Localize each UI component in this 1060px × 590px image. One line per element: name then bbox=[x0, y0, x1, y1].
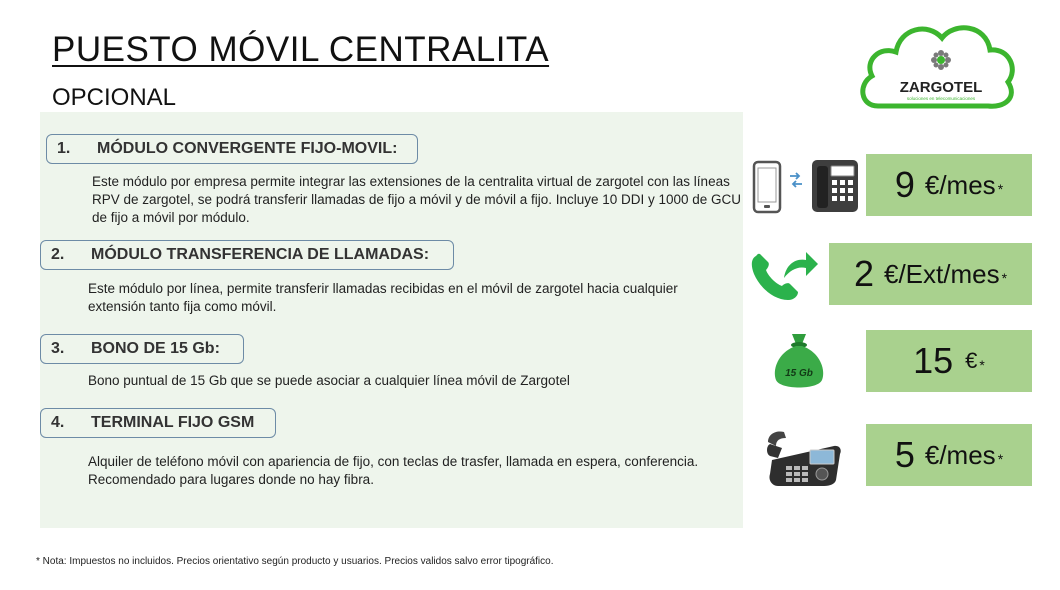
transfer-arrows-icon bbox=[788, 170, 804, 190]
price-asterisk: * bbox=[979, 357, 985, 373]
section-1-text: Este módulo por empresa permite integrar las extensiones de la centralita virtual de zargotel con las líneas RPV de zargotel, se podrá transferir llamadas de fijo a móvil y de móvil a fijo. Incluye 10 DDI y 1000 de GCU de fijo a móvil por módulo. bbox=[92, 174, 742, 225]
section-1-number: 1. bbox=[57, 140, 71, 157]
price-box-convergent bbox=[866, 154, 1032, 216]
price-asterisk: * bbox=[997, 451, 1004, 467]
section-1-heading bbox=[46, 134, 418, 164]
price-box-data-bonus bbox=[866, 330, 1032, 392]
section-4-heading bbox=[40, 408, 276, 438]
mobile-phone-icon bbox=[752, 160, 782, 214]
section-3-title: BONO DE 15 Gb: bbox=[91, 340, 220, 357]
bag-label: 15 Gb bbox=[785, 368, 813, 379]
section-3-text: Bono puntual de 15 Gb que se puede asociar a cualquier línea móvil de Zargotel bbox=[88, 373, 570, 388]
page-title: PUESTO MÓVIL CENTRALITA bbox=[52, 30, 550, 69]
section-2-title: MÓDULO TRANSFERENCIA DE LLAMADAS: bbox=[91, 246, 430, 263]
section-3-number: 3. bbox=[51, 340, 65, 357]
price-asterisk: * bbox=[1001, 270, 1008, 286]
gsm-desk-phone-icon bbox=[764, 424, 844, 488]
price-amount: 9 bbox=[894, 164, 915, 205]
footnote: * Nota: Impuestos no incluidos. Precios orientativo según producto y usuarios. Precios validos salvo error tipográfico. bbox=[36, 556, 554, 567]
section-1-title: MÓDULO CONVERGENTE FIJO-MOVIL: bbox=[97, 140, 398, 157]
section-4-text: Alquiler de teléfono móvil con apariencia de fijo, con teclas de trasfer, llamada en espera, conferencia. Recomendado para lugares donde no hay fibra. bbox=[88, 454, 699, 487]
logo-tagline: soluciones en telecomunicaciones bbox=[906, 96, 976, 101]
section-3-heading bbox=[40, 334, 244, 364]
money-bag-icon bbox=[768, 330, 830, 392]
section-2-number: 2. bbox=[51, 246, 65, 263]
price-box-gsm-terminal bbox=[866, 424, 1032, 486]
call-transfer-icon bbox=[748, 248, 820, 302]
section-2-text: Este módulo por línea, permite transferir llamadas recibidas en el móvil de zargotel hacia cualquier extensión tanto fija como móvil. bbox=[88, 281, 678, 314]
price-amount: 2 bbox=[853, 253, 874, 294]
price-unit: € bbox=[965, 348, 978, 373]
price-asterisk: * bbox=[997, 181, 1004, 197]
price-unit: €/Ext/mes bbox=[883, 258, 1000, 289]
zargotel-logo bbox=[856, 8, 1018, 112]
price-box-transfer bbox=[829, 243, 1032, 305]
price-unit: €/mes bbox=[924, 439, 996, 470]
section-2-heading bbox=[40, 240, 454, 270]
page-subtitle: OPCIONAL bbox=[52, 84, 177, 111]
price-unit: €/mes bbox=[924, 169, 996, 200]
price-amount: 5 bbox=[894, 434, 915, 475]
section-4-title: TERMINAL FIJO GSM bbox=[91, 414, 255, 431]
logo-brand: ZARGOTEL bbox=[899, 79, 983, 96]
desk-phone-icon bbox=[810, 158, 860, 214]
price-amount: 15 bbox=[913, 340, 954, 381]
section-4-number: 4. bbox=[51, 414, 65, 431]
